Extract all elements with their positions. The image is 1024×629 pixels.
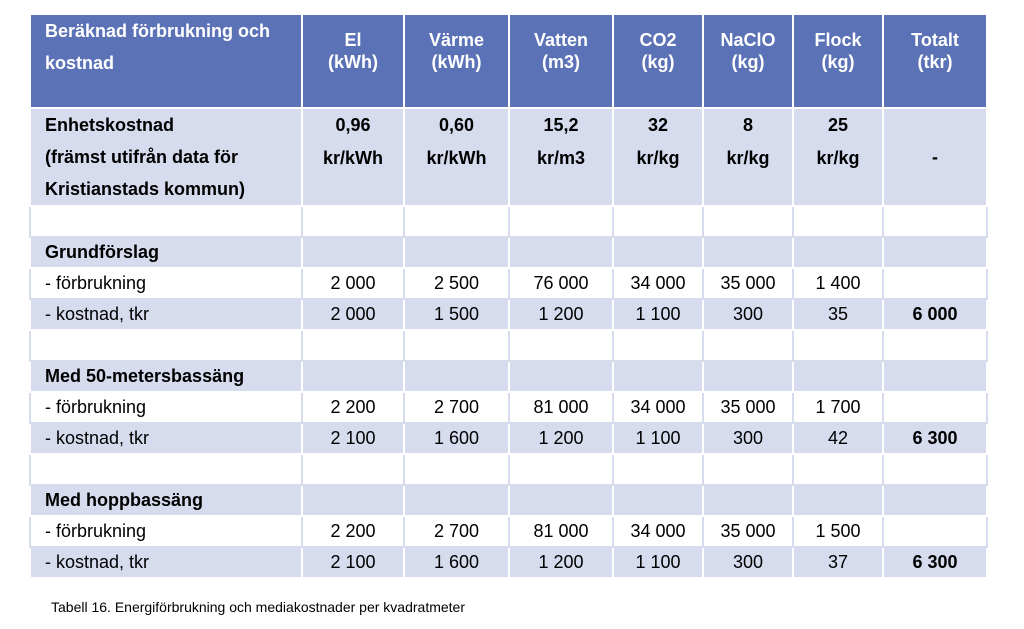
header-col-varme: Värme (kWh) (404, 14, 509, 108)
row-label: - kostnad, tkr (30, 547, 302, 578)
spacer-row (30, 206, 987, 237)
unit-cost-varme: 0,60 kr/kWh (404, 108, 509, 206)
table-cell: 2 700 (404, 516, 509, 547)
unit-cost-el: 0,96 kr/kWh (302, 108, 404, 206)
header-col-vatten: Vatten (m3) (509, 14, 613, 108)
table-cell: 2 000 (302, 268, 404, 299)
table-cell-total: 6 300 (883, 547, 987, 578)
table-cell: 42 (793, 423, 883, 454)
table-cell: 1 200 (509, 299, 613, 330)
row-label: - förbrukning (30, 392, 302, 423)
table-cell: 1 600 (404, 547, 509, 578)
table-cell: 35 000 (703, 516, 793, 547)
header-col-naclo: NaClO (kg) (703, 14, 793, 108)
table-cell: 81 000 (509, 516, 613, 547)
header-col-co2: CO2 (kg) (613, 14, 703, 108)
table-cell: 1 200 (509, 547, 613, 578)
table-cell-total (883, 268, 987, 299)
table-cell: 35 000 (703, 268, 793, 299)
table-cell: 37 (793, 547, 883, 578)
table-cell: 1 600 (404, 423, 509, 454)
section-title-row (30, 237, 987, 268)
table-cell: 300 (703, 423, 793, 454)
header-title: Beräknad förbrukning och kostnad (30, 14, 302, 108)
unit-cost-co2: 32 kr/kg (613, 108, 703, 206)
table-cell: 34 000 (613, 268, 703, 299)
header-col-flock: Flock (kg) (793, 14, 883, 108)
table-row (30, 423, 987, 454)
unit-cost-vatten: 15,2 kr/m3 (509, 108, 613, 206)
table-cell: 1 400 (793, 268, 883, 299)
section-title: Med hoppbassäng (30, 485, 302, 516)
spacer-row (30, 330, 987, 361)
table-cell: 1 100 (613, 423, 703, 454)
table-row (30, 268, 987, 299)
header-col-el: El (kWh) (302, 14, 404, 108)
unit-cost-row (30, 108, 987, 206)
table-cell: 34 000 (613, 516, 703, 547)
table-cell: 76 000 (509, 268, 613, 299)
table-cell: 300 (703, 547, 793, 578)
table-row (30, 516, 987, 547)
table-caption: Tabell 16. Energiförbrukning och mediakostnader per kvadratmeter (51, 599, 466, 615)
table-cell: 35 000 (703, 392, 793, 423)
section-title: Med 50-metersbassäng (30, 361, 302, 392)
table-cell: 2 200 (302, 516, 404, 547)
table-cell: 81 000 (509, 392, 613, 423)
row-label: - förbrukning (30, 516, 302, 547)
cost-table (29, 13, 988, 579)
table-cell: 2 200 (302, 392, 404, 423)
table-cell: 35 (793, 299, 883, 330)
table-cell: 1 100 (613, 547, 703, 578)
table-cell: 1 200 (509, 423, 613, 454)
table-cell-total (883, 392, 987, 423)
unit-cost-label: Enhetskostnad (främst utifrån data för Kristianstads kommun) (30, 108, 302, 206)
table-header-row (30, 14, 987, 108)
table-cell: 2 000 (302, 299, 404, 330)
section-title-row (30, 361, 987, 392)
unit-cost-naclo: 8 kr/kg (703, 108, 793, 206)
unit-cost-flock: 25 kr/kg (793, 108, 883, 206)
row-label: - förbrukning (30, 268, 302, 299)
unit-cost-total: - (883, 108, 987, 206)
table-cell: 2 100 (302, 547, 404, 578)
row-label: - kostnad, tkr (30, 299, 302, 330)
section-title-row (30, 485, 987, 516)
spacer-row (30, 454, 987, 485)
table-cell: 1 100 (613, 299, 703, 330)
table-row (30, 547, 987, 578)
table-row (30, 392, 987, 423)
table-cell: 2 700 (404, 392, 509, 423)
table-cell: 1 700 (793, 392, 883, 423)
table-cell: 1 500 (404, 299, 509, 330)
table-cell: 300 (703, 299, 793, 330)
table-row (30, 299, 987, 330)
section-title: Grundförslag (30, 237, 302, 268)
table-cell-total (883, 516, 987, 547)
table-cell: 2 100 (302, 423, 404, 454)
table-cell: 34 000 (613, 392, 703, 423)
row-label: - kostnad, tkr (30, 423, 302, 454)
header-col-totalt: Totalt (tkr) (883, 14, 987, 108)
table-cell-total: 6 000 (883, 299, 987, 330)
table-cell: 1 500 (793, 516, 883, 547)
table-cell: 2 500 (404, 268, 509, 299)
table-cell-total: 6 300 (883, 423, 987, 454)
